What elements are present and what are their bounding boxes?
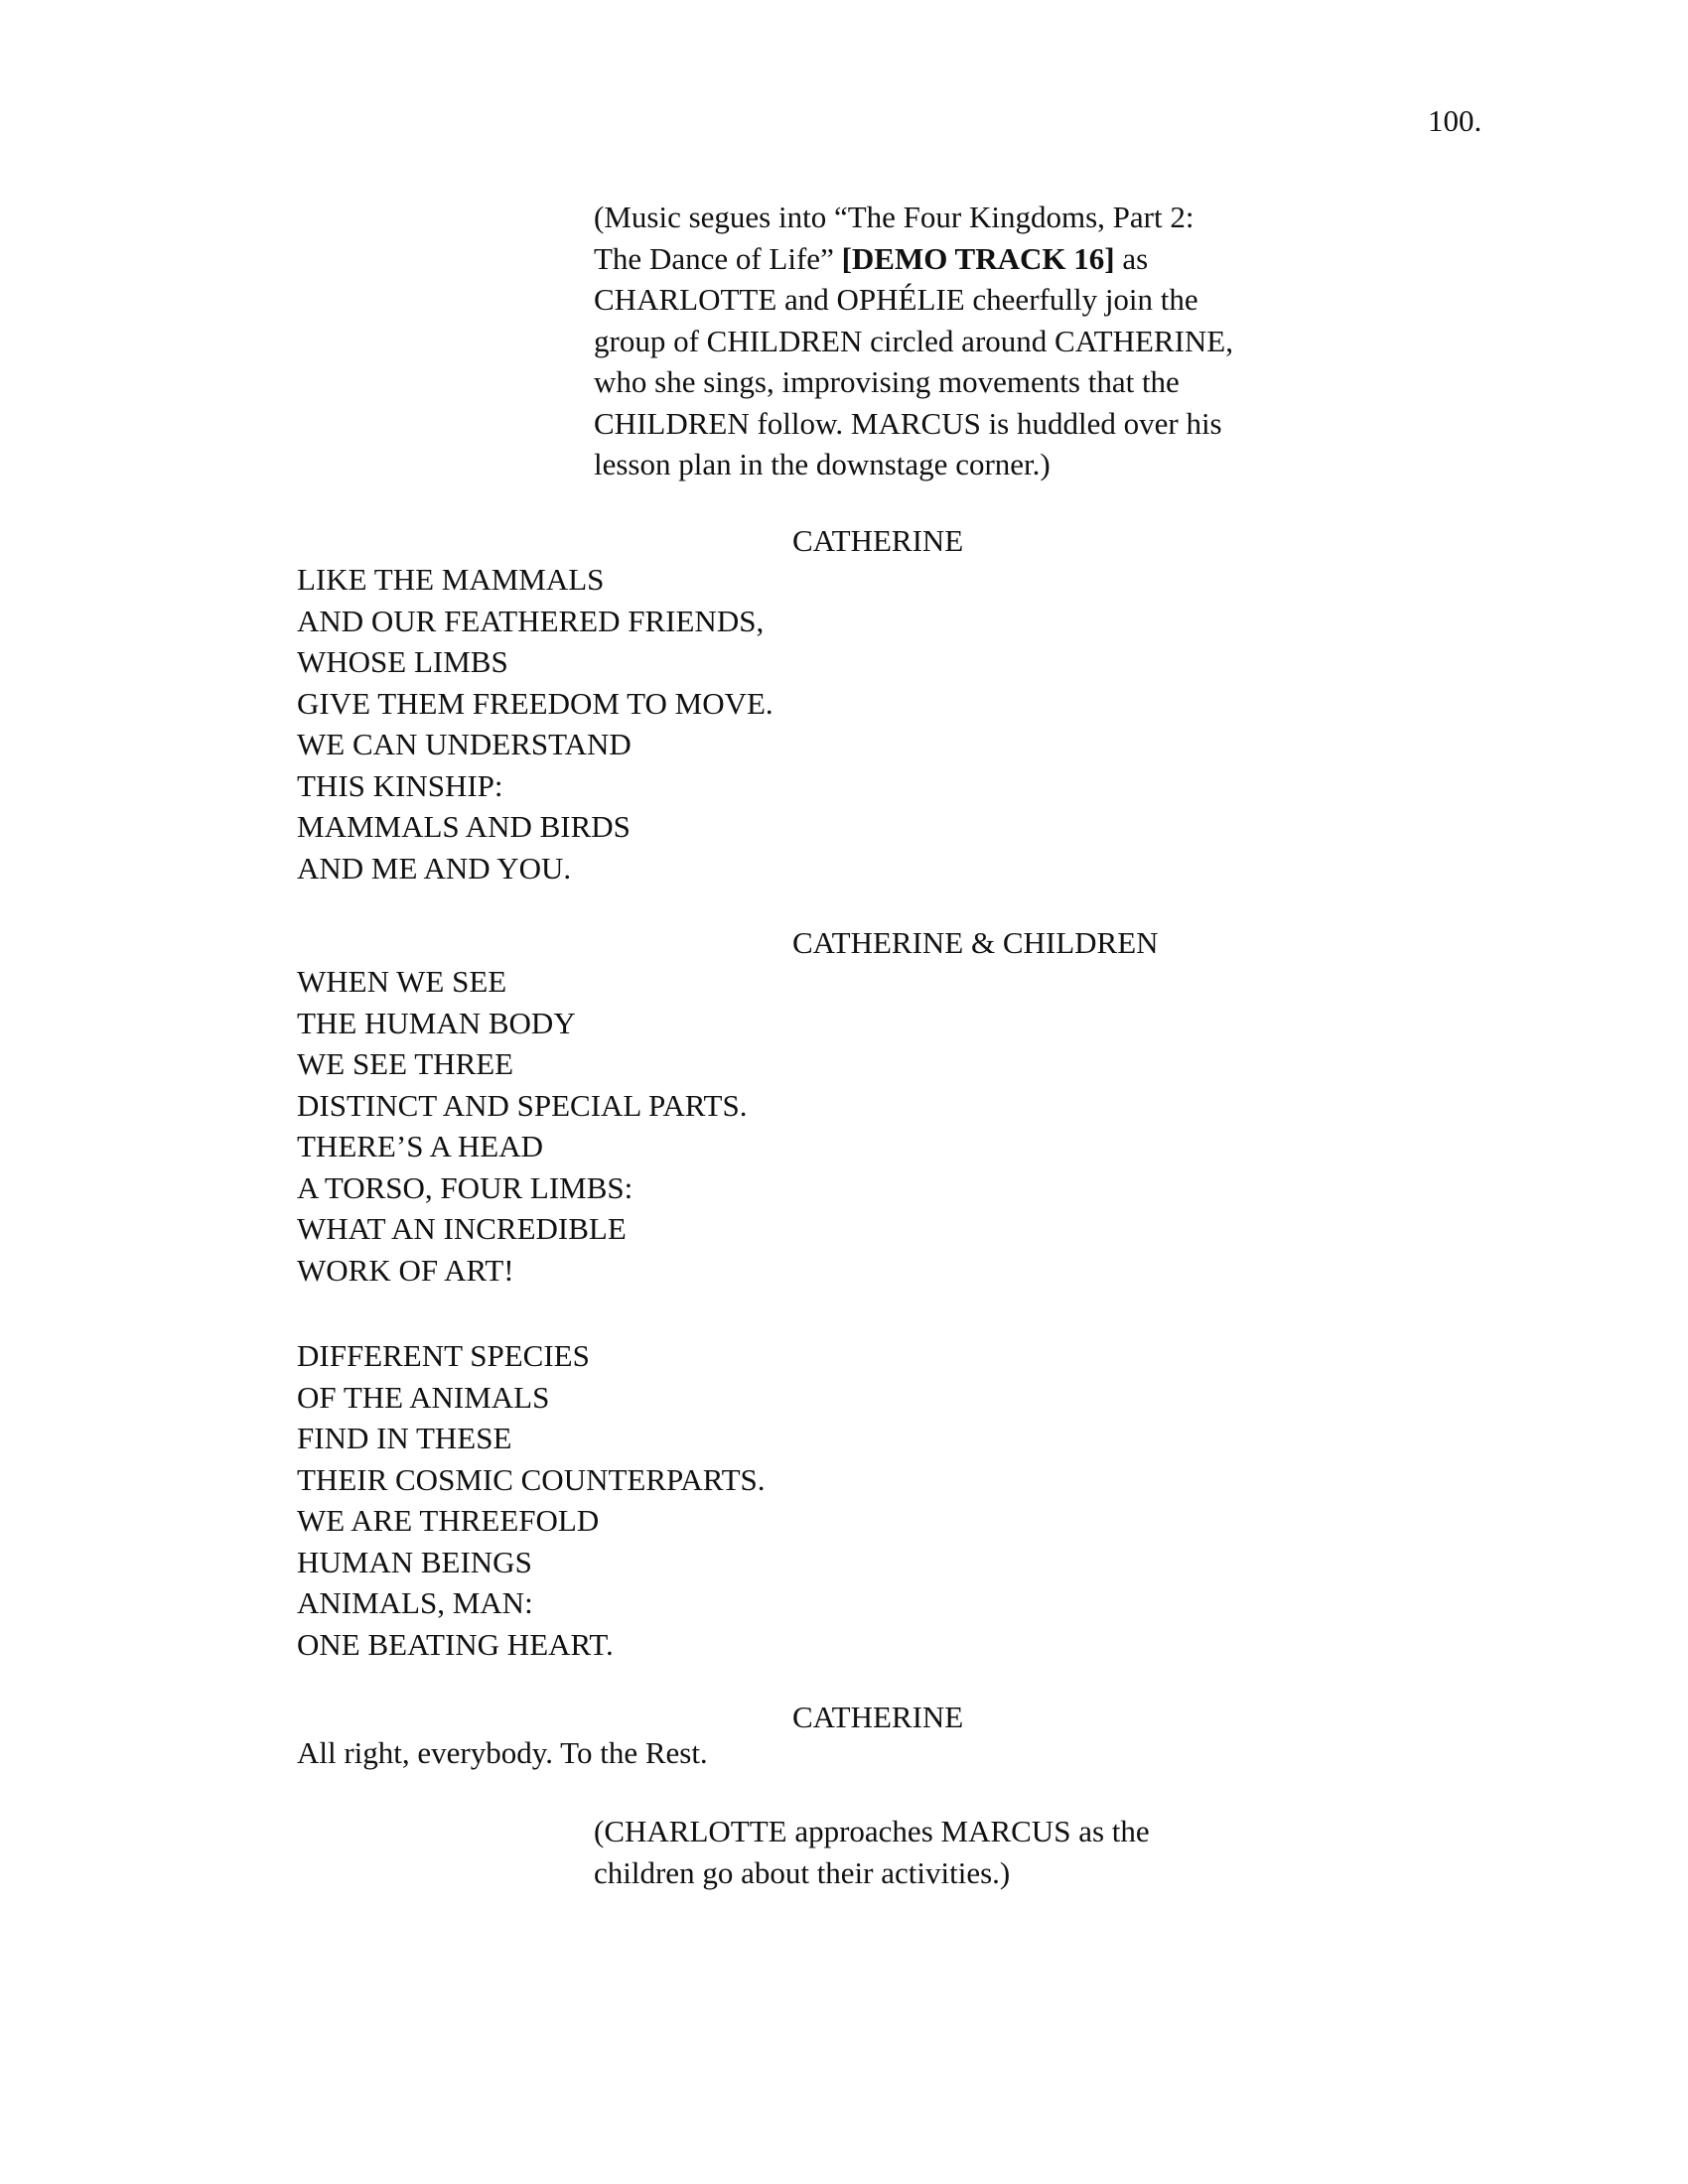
lyric-line: WE ARE THREEFOLD [297,1503,600,1538]
lyric-line: AND OUR FEATHERED FRIENDS, [297,603,765,638]
lyric-verse-1 [297,559,774,888]
character-name-catherine-and-children: CATHERINE & CHILDREN [792,925,1159,960]
stage-direction-line: CHARLOTTE and OPHÉLIE cheerfully join the [594,282,1198,317]
lyric-line: WORK OF ART! [297,1252,514,1288]
dialogue-line: All right, everybody. To the Rest. [297,1735,708,1770]
lyric-line: FIND IN THESE [297,1421,512,1455]
lyric-line: WE CAN UNDERSTAND [297,727,632,761]
character-name-catherine: CATHERINE [792,1700,964,1734]
stage-direction-line: children go about their activities.) [594,1854,1011,1890]
lyric-line: LIKE THE MAMMALS [297,562,605,597]
lyric-line: THIS KINSHIP: [297,767,503,803]
lyric-line: A TORSO, FOUR LIMBS: [297,1169,633,1205]
lyric-line: GIVE THEM FREEDOM TO MOVE. [297,685,774,721]
lyric-verse-3 [297,1335,766,1665]
lyric-line: AND ME AND YOU. [297,850,572,886]
lyric-verse-2 [297,961,747,1291]
lyric-line: WHAT AN INCREDIBLE [297,1211,627,1246]
lyric-line: THERE’S A HEAD [297,1129,543,1163]
stage-direction-line: who she sings, improvising movements that the [594,364,1180,399]
lyric-line: WHEN WE SEE [297,964,507,999]
stage-direction-closing [594,1811,1309,1893]
lyric-line: DIFFERENT SPECIES [297,1338,590,1373]
lyric-line: WE SEE THREE [297,1046,514,1081]
stage-direction-opening [594,197,1309,485]
page-number: 100. [1428,103,1482,138]
stage-direction-line: (Music segues into “The Four Kingdoms, Part 2: [594,200,1195,234]
lyric-line: DISTINCT AND SPECIAL PARTS. [297,1087,748,1123]
lyric-line: HUMAN BEINGS [297,1544,532,1579]
lyric-line: ANIMALS, MAN: [297,1585,533,1620]
stage-direction-line: lesson plan in the downstage corner.) [594,447,1051,481]
character-name-catherine: CATHERINE [792,523,964,558]
stage-direction-line: group of CHILDREN circled around CATHERINE, [594,323,1233,358]
demo-track-label: [DEMO TRACK 16] [841,240,1115,276]
stage-direction-line: (CHARLOTTE approaches MARCUS as the [594,1814,1150,1848]
lyric-line: THE HUMAN BODY [297,1005,576,1040]
lyric-line: THEIR COSMIC COUNTERPARTS. [297,1461,766,1497]
lyric-line: MAMMALS AND BIRDS [297,809,631,844]
stage-direction-line: The Dance of Life” [DEMO TRACK 16] as [594,240,1149,276]
lyric-line: WHOSE LIMBS [297,644,508,679]
lyric-line: ONE BEATING HEART. [297,1626,614,1662]
lyric-line: OF THE ANIMALS [297,1379,550,1415]
stage-direction-line: CHILDREN follow. MARCUS is huddled over his [594,405,1222,441]
